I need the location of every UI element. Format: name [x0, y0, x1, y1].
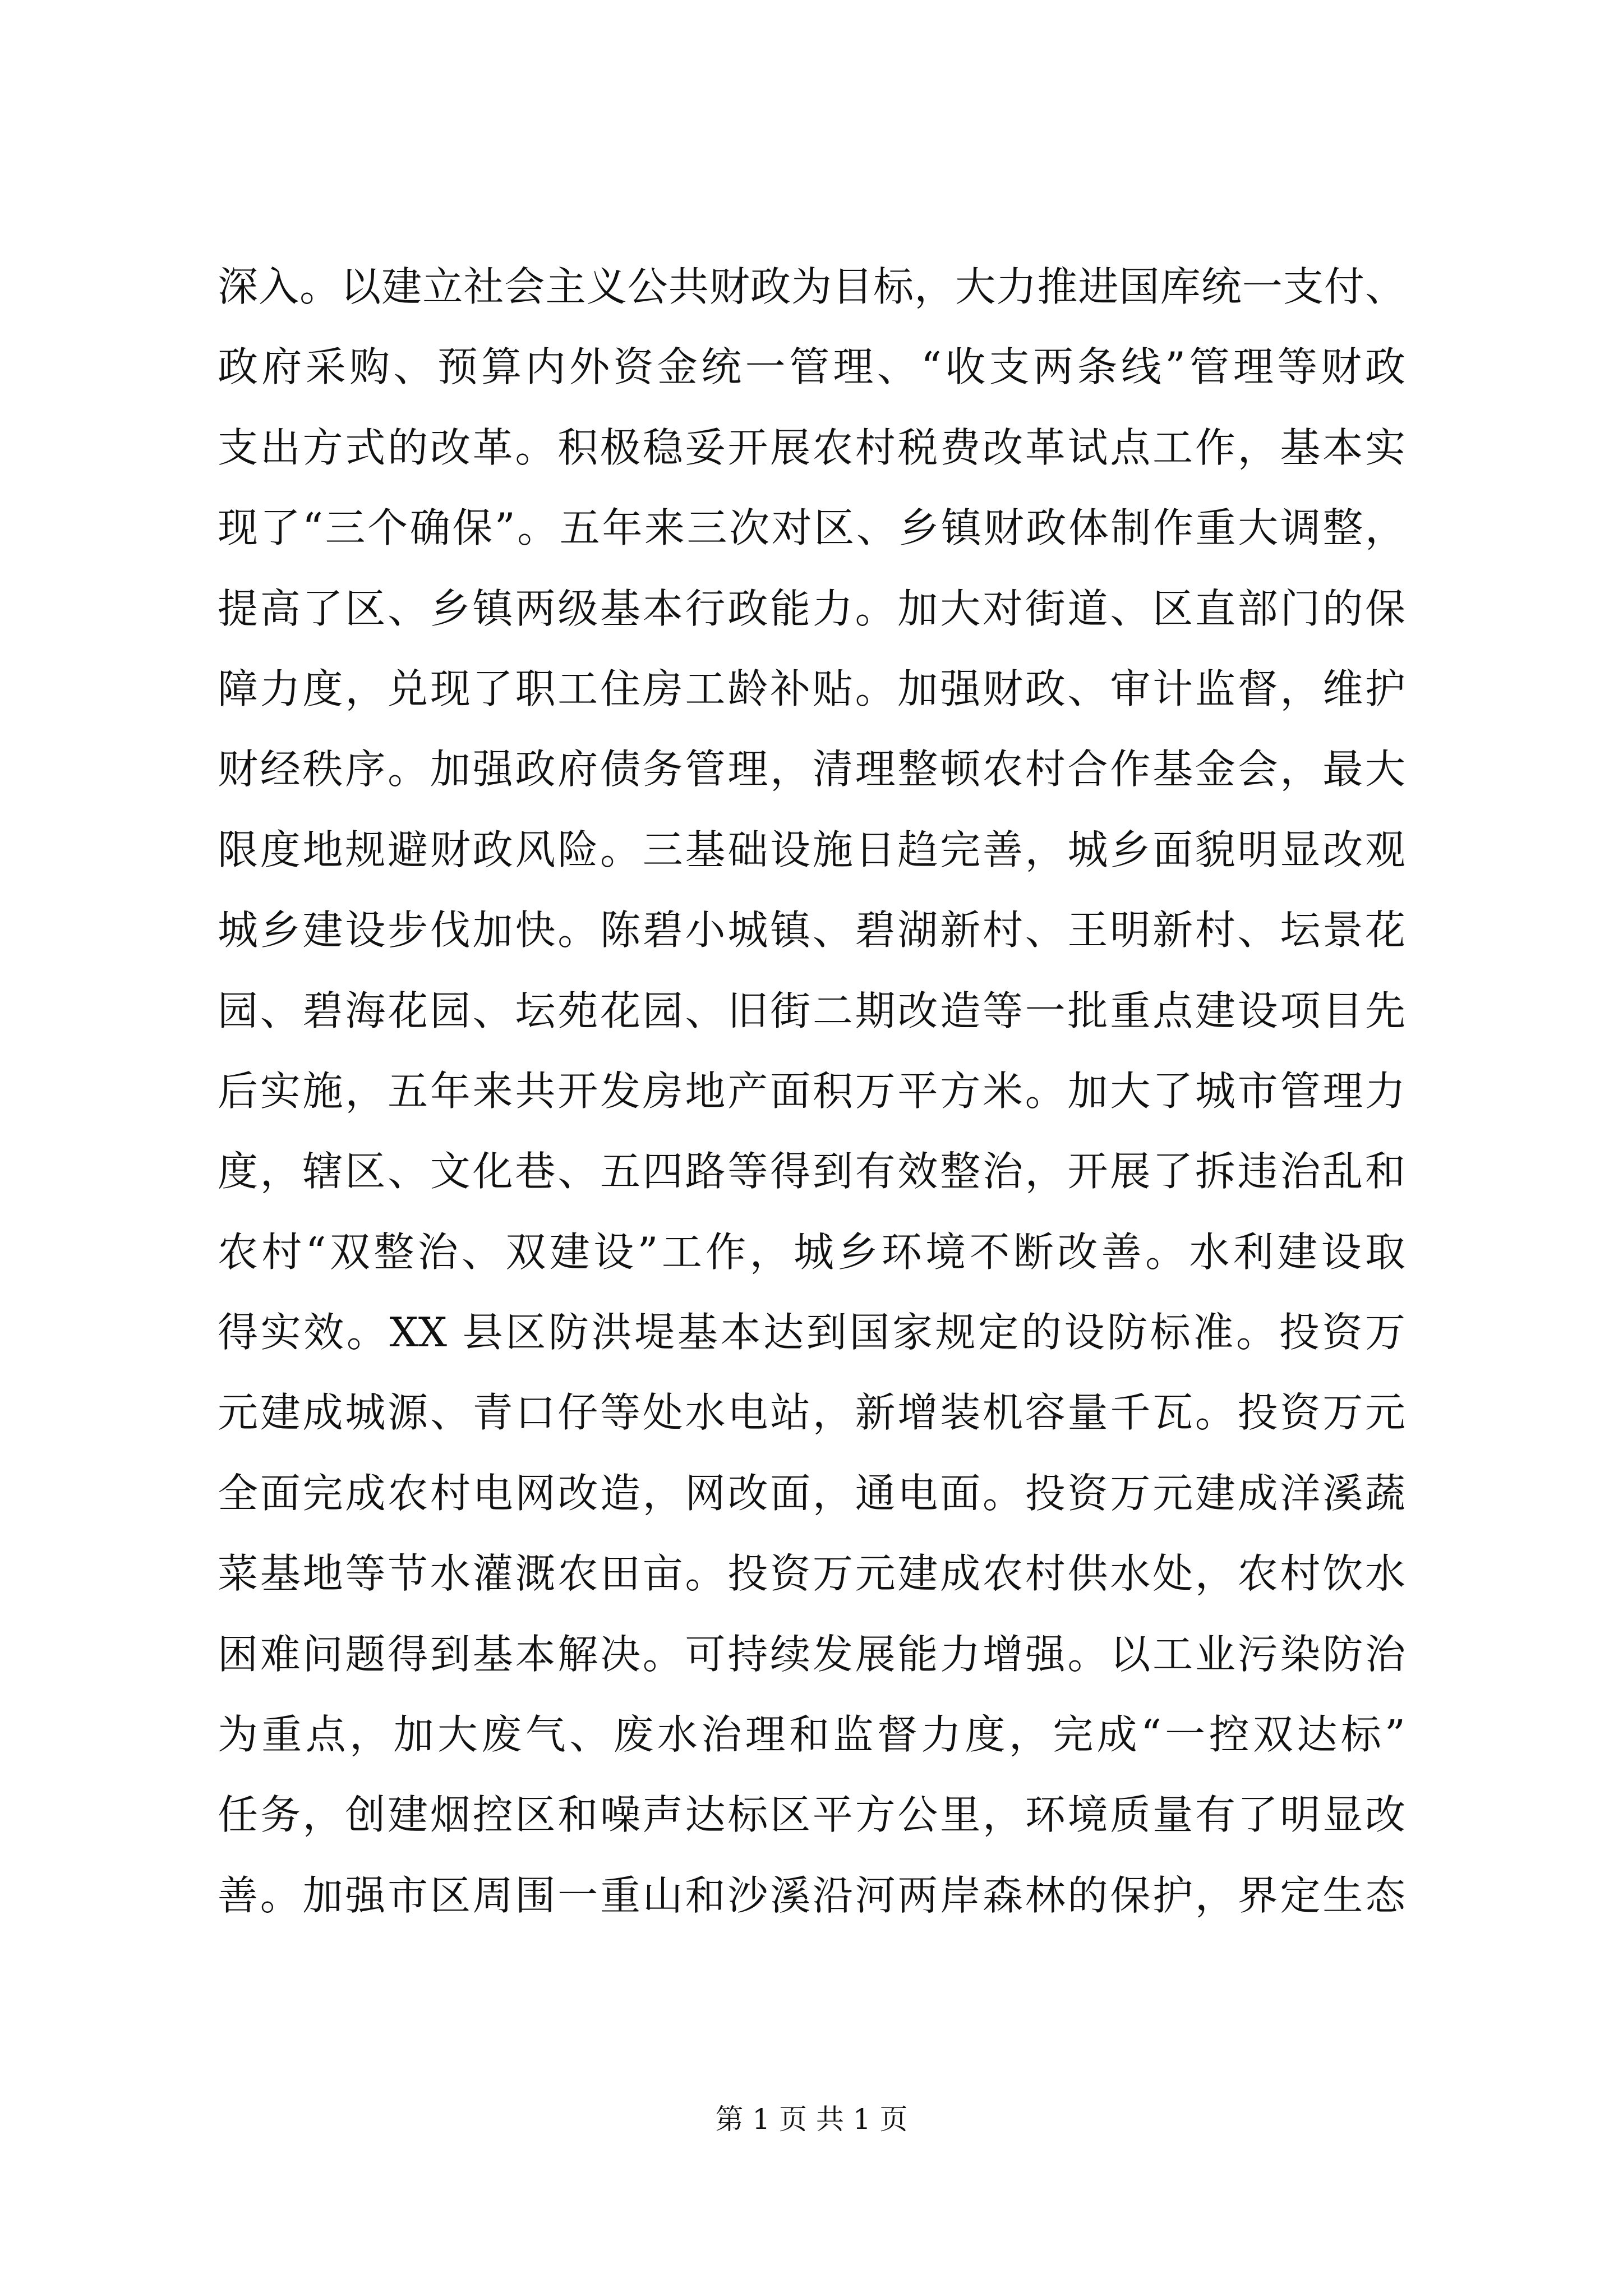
text-line: 任务，创建烟控区和噪声达标区平方公里，环境质量有了明显改	[218, 1791, 1405, 1839]
text-line: 善。加强市区周围一重山和沙溪沿河两岸森林的保护，界定生态	[218, 1871, 1405, 1919]
text-line: 农村“双整治、双建设”工作，城乡环境不断改善。水利建设取	[218, 1228, 1405, 1276]
page-footer: 第 1 页 共 1 页	[715, 2103, 908, 2136]
text-line: 政府采购、预算内外资金统一管理、“收支两条线”管理等财政	[218, 343, 1405, 391]
text-line: 城乡建设步伐加快。陈碧小城镇、碧湖新村、王明新村、坛景花	[218, 907, 1405, 954]
text-line: 菜基地等节水灌溉农田亩。投资万元建成农村供水处，农村饮水	[218, 1550, 1405, 1598]
text-line: 提高了区、乡镇两级基本行政能力。加大对街道、区直部门的保	[218, 585, 1405, 632]
text-line: 财经秩序。加强政府债务管理，清理整顿农村合作基金会，最大	[218, 746, 1405, 793]
text-line: 为重点，加大废气、废水治理和监督力度，完成“一控双达标”	[218, 1711, 1405, 1759]
text-line: 得实效。XX 县区防洪堤基本达到国家规定的设防标准。投资万	[218, 1309, 1405, 1356]
text-line: 度，辖区、文化巷、五四路等得到有效整治，开展了拆违治乱和	[218, 1148, 1405, 1195]
text-line: 元建成城源、青口仔等处水电站，新增装机容量千瓦。投资万元	[218, 1389, 1405, 1437]
text-line: 障力度，兑现了职工住房工龄补贴。加强财政、审计监督，维护	[218, 665, 1405, 712]
text-line: 深入。以建立社会主义公共财政为目标，大力推进国库统一支付、	[218, 263, 1405, 310]
text-line: 限度地规避财政风险。三基础设施日趋完善，城乡面貌明显改观	[218, 826, 1405, 873]
text-line: 现了“三个确保”。五年来三次对区、乡镇财政体制作重大调整，	[218, 504, 1405, 552]
text-line: 支出方式的改革。积极稳妥开展农村税费改革试点工作，基本实	[218, 424, 1405, 471]
body-text	[218, 247, 1405, 1936]
text-line: 困难问题得到基本解决。可持续发展能力增强。以工业污染防治	[218, 1630, 1405, 1678]
text-line: 园、碧海花园、坛苑花园、旧街二期改造等一批重点建设项目先	[218, 987, 1405, 1034]
text-line: 后实施，五年来共开发房地产面积万平方米。加大了城市管理力	[218, 1067, 1405, 1115]
text-line: 全面完成农村电网改造，网改面，通电面。投资万元建成洋溪蔬	[218, 1469, 1405, 1517]
